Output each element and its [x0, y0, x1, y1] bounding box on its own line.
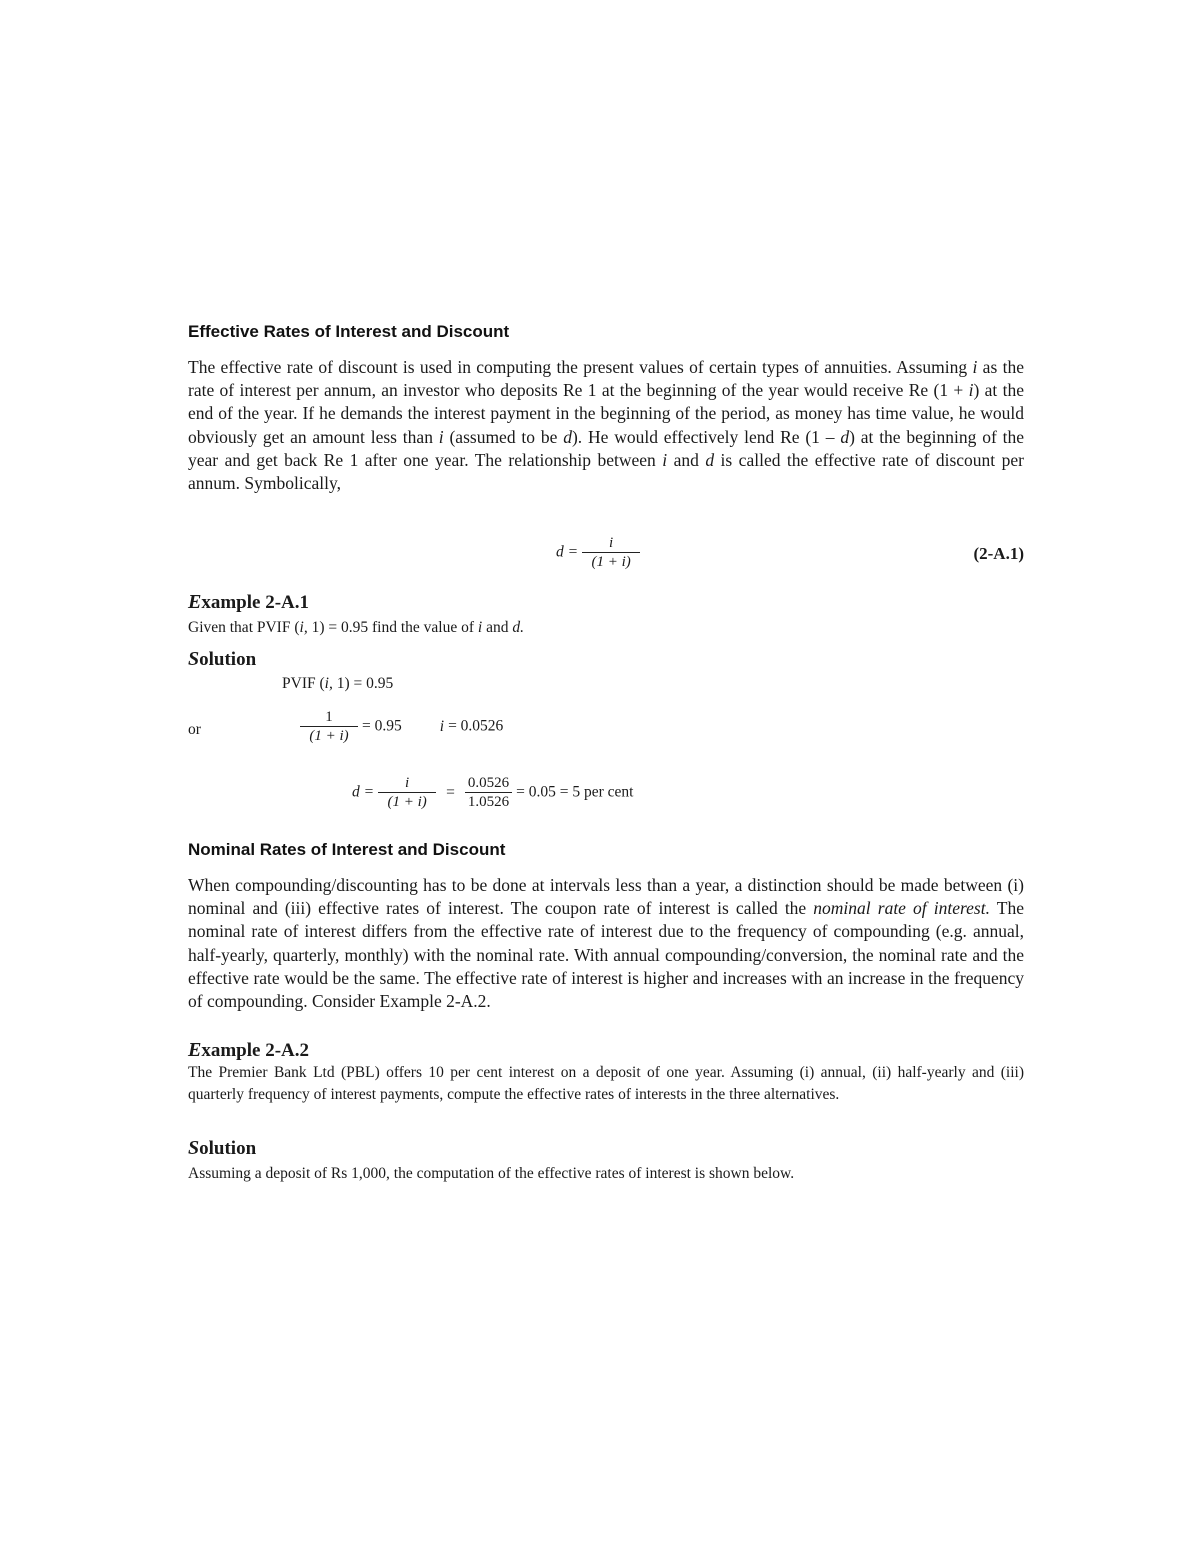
- section-heading-nominal-rates: Nominal Rates of Interest and Discount: [188, 840, 506, 859]
- solution-text-2: Assuming a deposit of Rs 1,000, the computation of the effective rates of interest is shown below.: [188, 1165, 795, 1182]
- equation-fraction: $\frac{i}{(1 + i)}$: [582, 534, 640, 571]
- equation-number: (2-A.1): [973, 544, 1024, 563]
- paragraph-effective-rates: The effective rate of discount is used in computing the present values of certain types of annuities. Assuming i as the rate of interest per annum, an investor who deposits Re 1 at the beginning of the year would receive Re (1 + i) at the end of the year. If he demands the interest payment in the beginning of the period, as money has time value, he would obviously get an amount less than i (assumed to be d). He would effectively lend Re (1 – d) at the beginning of the year and get back Re 1 after one year. The relationship between i and d is called the effective rate of discount per annum. Symbolically,: [188, 357, 1025, 494]
- solution-line-1: PVIF (i, 1) = 0.95: [282, 675, 394, 692]
- solution-fraction-1: $\frac{1}{(1 + i)}$: [300, 708, 358, 745]
- equation-lhs: d =: [556, 543, 579, 561]
- solution-line-2: $\frac{1}{(1 + i)}$ = 0.95 i = 0.0526: [300, 708, 503, 745]
- or-label: or: [188, 721, 201, 738]
- solution-fraction-3: $\frac{0.0526}{1.0526}$: [465, 774, 512, 811]
- solution-line-3: d = $\frac{i}{(1 + i)}$ = $\frac{0.0526}{1.0526}$ = 0.05 = 5 per cent: [352, 775, 634, 810]
- section-heading-effective-rates: Effective Rates of Interest and Discount: [188, 322, 510, 341]
- example-text-2-a-1: Given that PVIF (i, 1) = 0.95 find the value of i and d.: [188, 619, 524, 636]
- equation-2-a-1: [556, 534, 640, 571]
- solution-fraction-2: $\frac{i}{(1 + i)}$: [378, 774, 436, 811]
- solution-heading-1: Solution: [188, 648, 257, 670]
- example-text-2-a-2: The Premier Bank Ltd (PBL) offers 10 per cent interest on a deposit of one year. Assuming (i) annual, (ii) half-yearly and (iii) quarterly frequency of interest payments, compute the effective rates of interests in the three alternatives.: [188, 1064, 1024, 1103]
- example-heading-2-a-2: Example 2-A.2: [188, 1039, 309, 1061]
- paragraph-nominal-rates: When compounding/discounting has to be done at intervals less than a year, a distinction should be made between (i) nominal and (iii) effective rates of interest. The coupon rate of interest is called the nominal rate of interest. The nominal rate of interest differs from the effective rate of interest due to the frequency of compounding (e.g. annual, half-yearly, quarterly, monthly) with the nominal rate. With annual compounding/conversion, the nominal rate and the effective rate would be the same. The effective rate of interest is higher and increases with an increase in the frequency of compounding. Consider Example 2-A.2.: [188, 875, 1024, 1012]
- solution-heading-2: Solution: [188, 1137, 257, 1159]
- example-heading-2-a-1: Example 2-A.1: [188, 591, 309, 613]
